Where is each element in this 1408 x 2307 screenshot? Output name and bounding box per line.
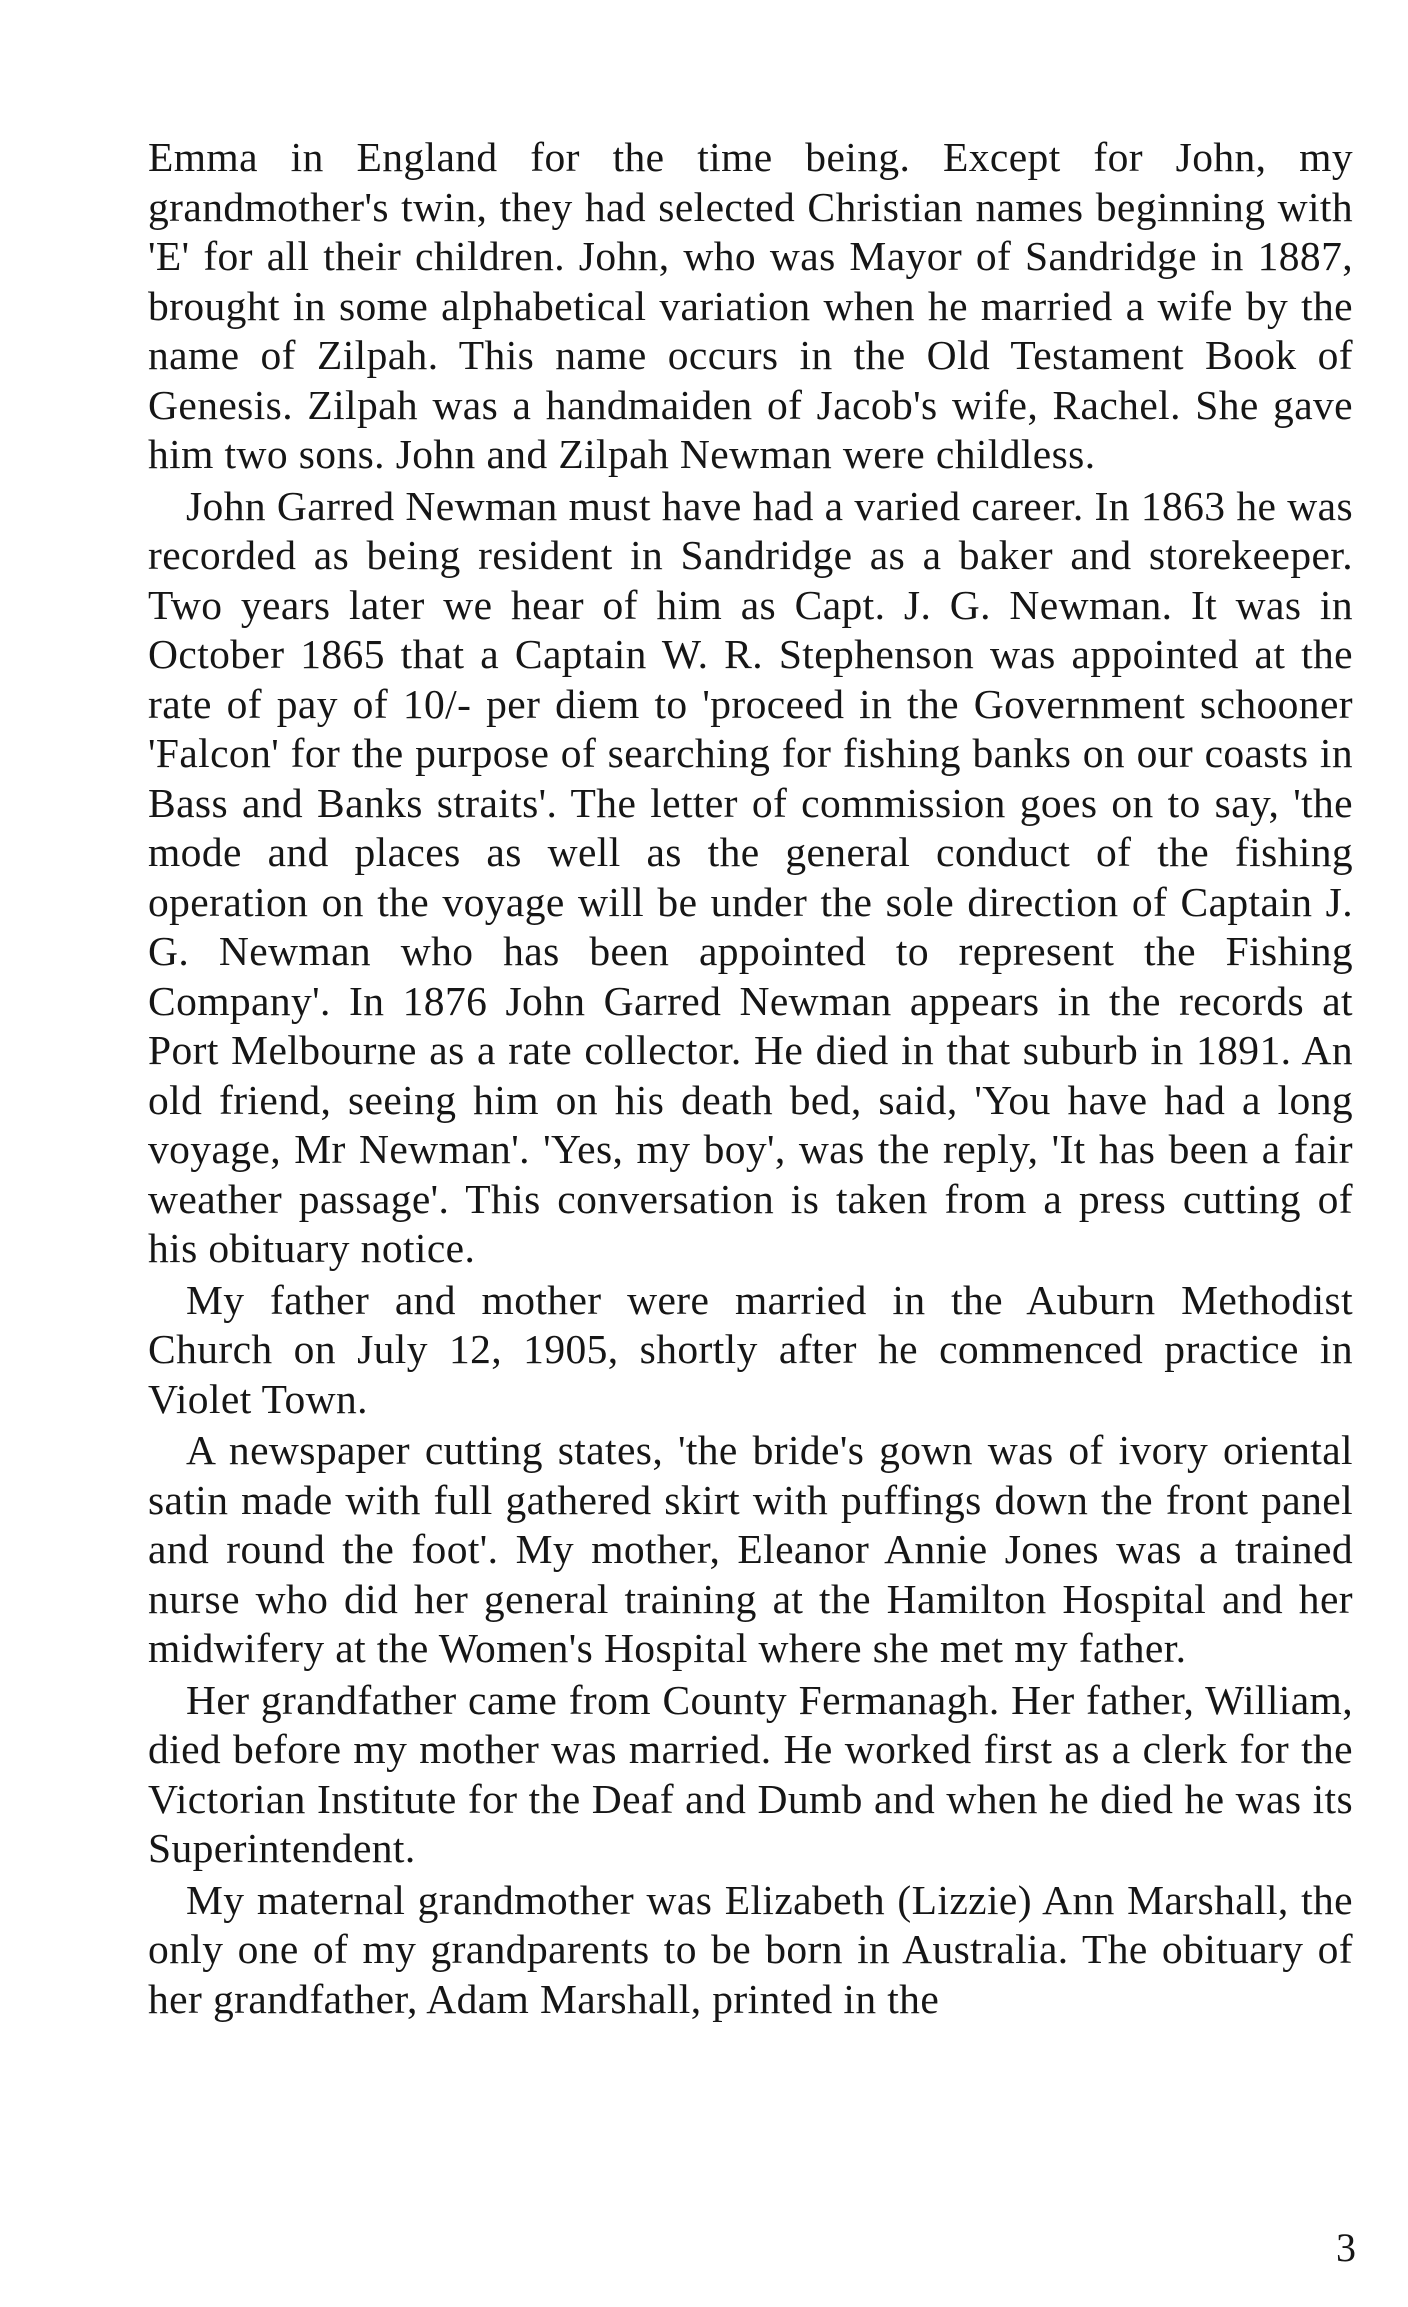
page-number: 3 bbox=[1336, 2225, 1356, 2270]
paragraph-newman-family: Emma in England for the time being. Except for John, my grandmother's twin, they had selected Christian names beginning with 'E' for all their children. John, who was Mayor of Sandridge in 1887, brought in some alphabetical variation when he married a wife by the name of Zilpah. This name occurs in the Old Testament Book of Genesis. Zilpah was a handmaiden of Jacob's wife, Rachel. She gave him two sons. John and Zilpah Newman were childless. bbox=[148, 134, 1353, 477]
paragraph-maternal-grandmother: My maternal grandmother was Elizabeth (Lizzie) Ann Marshall, the only one of my grandparents to be born in Australia. The obituary of her grandfather, Adam Marshall, printed in the bbox=[148, 1876, 1353, 2022]
paragraph-parents-marriage: My father and mother were married in the Auburn Methodist Church on July 12, 1905, shortly after he commenced practice in Violet Town. bbox=[148, 1276, 1353, 1422]
paragraph-john-garred-newman: John Garred Newman must have had a varied career. In 1863 he was recorded as being resident in Sandridge as a baker and storekeeper. Two years later we hear of him as Capt. J. G. Newman. It was in October 1865 that a Captain W. R. Stephenson was appointed at the rate of pay of 10/- per diem to 'proceed in the Government schooner 'Falcon' for the purpose of searching for fishing banks on our coasts in Bass and Banks straits'. The letter of commission goes on to say, 'the mode and places as well as the general conduct of the fishing operation on the voyage will be under the sole direction of Captain J. G. Newman who has been appointed to represent the Fishing Company'. In 1876 John Garred Newman appears in the records at Port Melbourne as a rate collector. He died in that suburb in 1891. An old friend, seeing him on his death bed, said, 'You have had a long voyage, Mr Newman'. 'Yes, my boy', was the reply, 'It has been a fair weather passage'. This conversation is taken from a press cutting of his obituary notice. bbox=[148, 482, 1353, 1271]
paragraph-bridal-gown: A newspaper cutting states, 'the bride's gown was of ivory oriental satin made with full gathered skirt with puffings down the front panel and round the foot'. My mother, Eleanor Annie Jones was a trained nurse who did her general training at the Hamilton Hospital and her midwifery at the Women's Hospital where she met my father. bbox=[148, 1427, 1353, 1671]
page-body bbox=[148, 133, 1353, 2024]
paragraph-grandfather: Her grandfather came from County Fermanagh. Her father, William, died before my mother was married. He worked first as a clerk for the Victorian Institute for the Deaf and Dumb and when he died he was its Superintendent. bbox=[148, 1676, 1353, 1871]
